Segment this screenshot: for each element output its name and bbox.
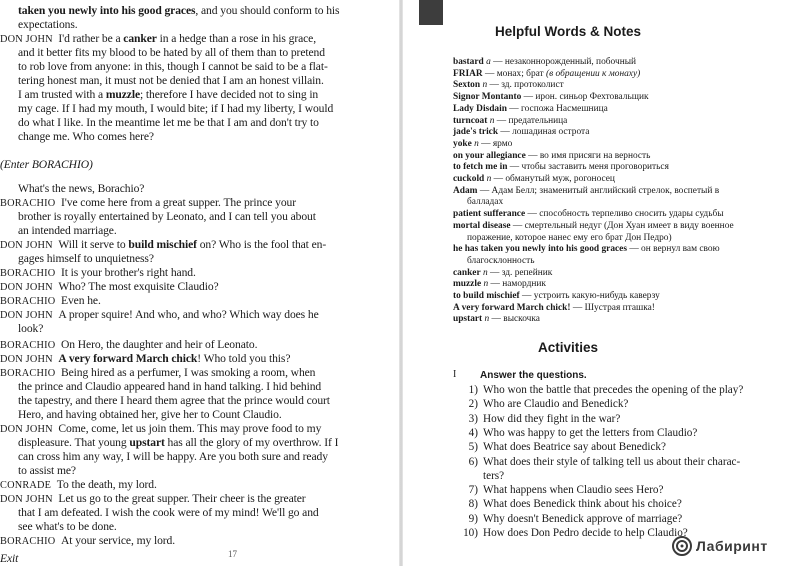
question-item: [456, 484, 664, 497]
line-text: the prince and Claudio appeared hand in hand talking. I hid behind: [18, 380, 322, 393]
question-item: [456, 470, 504, 483]
glossary-term: muzzle: [453, 279, 482, 290]
script-line: [0, 280, 219, 294]
line-text: expectations.: [18, 18, 78, 31]
left-page: [0, 0, 399, 566]
watermark-text: Лабиринт: [696, 538, 768, 554]
line-text: A proper squire! And who, and who? Which way does he: [58, 308, 319, 321]
script-line: [18, 116, 319, 129]
speaker-name: DON JOHN: [0, 240, 53, 251]
glossary-entry: [453, 291, 660, 302]
glossary-definition: — он вернул вам свою: [626, 244, 720, 255]
glossary-definition: — выскочка: [489, 314, 540, 325]
line-text: gages himself to unquietness?: [18, 252, 154, 265]
line-text: Even he.: [61, 294, 101, 307]
speaker-name: DON JOHN: [0, 424, 53, 435]
script-line: [0, 294, 101, 308]
line-text: that I am defeated. I wish the cook were of my mind! We'll go and: [18, 506, 319, 519]
glossary-entry: [453, 268, 552, 279]
glossary-term: turncoat: [453, 115, 488, 126]
line-text: displeasure. That young: [18, 436, 130, 449]
glossary-definition: — ирон. синьор Фехтовальщик: [521, 92, 649, 103]
line-text: I am trusted with a: [18, 88, 106, 101]
script-line: [18, 102, 333, 115]
glossary-definition: — госпожа Насмешница: [506, 103, 608, 114]
question-text: ters?: [483, 469, 505, 482]
script-line: [18, 4, 339, 17]
part-of-speech: n: [489, 115, 495, 126]
glossary-term: Sexton: [453, 80, 481, 91]
script-line: [18, 224, 117, 237]
glossary-definition: — чтобы заставить меня проговориться: [507, 162, 669, 173]
glossary-entry: [453, 162, 669, 173]
question-number: 2): [468, 398, 478, 411]
script-line: [0, 238, 326, 252]
glossary-term: to fetch me in: [453, 162, 508, 173]
script-line: [18, 74, 324, 87]
question-number: 7): [468, 484, 478, 497]
glossary-term: on your allegiance: [453, 150, 526, 161]
question-text: Who are Claudio and Benedick?: [483, 398, 629, 411]
question-number: 1): [468, 384, 478, 396]
question-number: 10): [463, 527, 478, 539]
line-text: the tapestry, and there I heard them agree that the prince would court: [18, 394, 330, 407]
notes-title: Helpful Words & Notes: [494, 24, 641, 39]
publisher-watermark: [671, 531, 791, 561]
glossary-entry: [453, 186, 719, 197]
script-line: [18, 520, 117, 533]
stage-direction: (Enter BORACHIO): [0, 158, 93, 171]
script-line: [0, 534, 175, 548]
line-text: on? Who is the fool that en-: [196, 238, 327, 251]
glossary-term: A very forward March chick!: [453, 302, 571, 313]
line-text: my cage. If I had my mouth, I would bite; if I had my liberty, I would: [18, 102, 334, 115]
question-number: 8): [468, 498, 478, 511]
glossary-definition: — предательница: [494, 115, 568, 126]
question-text: Why doesn't Benedick approve of marriage?: [483, 512, 683, 525]
glossary-definition: — Адам Белл; знаменитый английский стрелок, воспетый в: [477, 185, 720, 196]
glossary-term: patient sufferance: [453, 209, 526, 220]
line-text: , and you should conform to his: [195, 4, 340, 17]
line-text: can cross him any way, I will be happy. Are you both sure and ready: [18, 450, 328, 463]
question-text: Who was happy to get the letters from Claudio?: [483, 426, 698, 439]
script-line: [18, 436, 338, 449]
speaker-name: BORACHIO: [0, 268, 56, 279]
script-line: [0, 32, 316, 46]
script-line: [18, 450, 328, 463]
question-item: [456, 398, 628, 411]
glossary-entry: [453, 92, 649, 103]
glossary-term: upstart: [453, 314, 483, 325]
glossary-definition: — во имя присяги на верность: [525, 150, 651, 161]
line-text: and it better fits my blood to be hated by all of them than to pretend: [18, 46, 325, 59]
question-text: How does Don Pedro decide to help Claudio?: [483, 527, 688, 539]
glossary-entry: [453, 57, 636, 68]
glossary-term: bastard: [453, 57, 484, 67]
glossary-term: he has taken you newly into his good graces: [453, 244, 627, 255]
part-of-speech: n: [484, 314, 490, 325]
script-line: [18, 88, 318, 101]
script-line: [18, 506, 319, 519]
glossary-entry: [453, 256, 534, 267]
line-text: I'd rather be a: [58, 32, 124, 45]
line-text: Let us go to the great supper. Their cheer is the greater: [58, 492, 306, 505]
line-text: see what's to be done.: [18, 520, 117, 533]
question-item: [456, 527, 688, 540]
activities-title: Activities: [537, 340, 599, 355]
script-line: [18, 210, 316, 223]
speaker-name: CONRADE: [0, 480, 52, 491]
exercise-number: I: [453, 369, 457, 380]
question-number: 6): [468, 455, 478, 468]
script-line: [0, 422, 321, 436]
question-text: What does Beatrice say about Benedick?: [483, 441, 666, 454]
glossary-term: Lady Disdain: [453, 103, 507, 114]
line-text: to assist me?: [18, 464, 76, 477]
exercise-instruction: Answer the questions.: [480, 370, 587, 381]
glossary-term: canker: [453, 267, 481, 278]
script-line: [0, 266, 196, 280]
part-of-speech: n: [482, 267, 488, 278]
glossary-definition: — обманутый муж, рогоносец: [491, 174, 615, 184]
question-number: 4): [468, 426, 478, 439]
glossary-definition: — зд. репейник: [487, 267, 553, 278]
line-text: What's the news, Borachio?: [18, 182, 145, 195]
speaker-name: BORACHIO: [0, 198, 56, 209]
line-text: ; therefore I have decided not to sing in: [140, 88, 319, 101]
question-number: 3): [468, 412, 478, 425]
line-text: Come, come, let us join them. This may prove food to my: [58, 422, 322, 435]
glossary-definition: — лошадиная острота: [498, 127, 590, 138]
line-text: to rob love from anyone: in this, though I cannot be said to be a flat-: [18, 60, 328, 73]
question-item: [456, 427, 697, 440]
line-text: At your service, my lord.: [61, 534, 176, 547]
glossary-term: cuckold: [453, 174, 485, 184]
script-line: [0, 352, 290, 366]
question-text: How did they fight in the war?: [483, 412, 621, 425]
glossary-entry: [453, 314, 540, 325]
glossary-entry: [453, 69, 640, 80]
glossary-entry: [453, 279, 546, 290]
glossary-definition: — устроить какую-нибудь каверзу: [519, 291, 660, 301]
script-line: [18, 380, 321, 393]
part-of-speech: a: [486, 57, 491, 67]
speaker-name: BORACHIO: [0, 368, 56, 379]
line-text: has all the glory of my overthrow. If I: [164, 436, 339, 449]
right-page: [403, 0, 800, 566]
glossary-term: to build mischief: [453, 291, 520, 301]
glossary-definition: — монах; брат: [482, 68, 547, 79]
script-line: [18, 130, 154, 143]
glossary-term: jade's trick: [453, 127, 499, 138]
glossary-entry: [453, 174, 615, 185]
script-line: [18, 394, 330, 407]
speaker-name: BORACHIO: [0, 340, 56, 351]
speaker-name: DON JOHN: [0, 34, 53, 45]
glossed-phrase: muzzle: [105, 88, 141, 101]
script-line: [0, 308, 319, 322]
glossary-entry: [453, 127, 589, 138]
glossed-phrase: build mischief: [128, 238, 197, 251]
glossary-definition: — способность терпеливо сносить удары судьбы: [525, 209, 724, 220]
glossary-definition: — зд. протоколист: [487, 80, 564, 91]
question-item: [456, 384, 743, 397]
glossary-entry: [453, 104, 608, 115]
question-item: [456, 456, 740, 469]
glossary-continuation: благосклонность: [467, 255, 535, 266]
question-item: [456, 513, 682, 526]
script-line: [0, 196, 296, 210]
script-line: [18, 464, 76, 477]
speaker-name: DON JOHN: [0, 494, 53, 505]
question-number: 9): [468, 512, 478, 525]
line-text: Hero, and having obtained her, give her to Count Claudio.: [18, 408, 282, 421]
glossary-term: Signor Montanto: [453, 92, 522, 103]
header-bar: [419, 0, 443, 25]
glossary-entry: [453, 244, 720, 255]
line-text: On Hero, the daughter and heir of Leonato.: [61, 338, 258, 351]
line-text: look?: [18, 322, 44, 335]
glossary-term: mortal disease: [453, 220, 511, 231]
script-line: [0, 366, 315, 380]
glossary-entry: [453, 221, 734, 232]
part-of-speech: n: [482, 80, 488, 91]
speaker-name: BORACHIO: [0, 296, 56, 307]
script-line: [0, 552, 18, 565]
line-text: It is your brother's right hand.: [61, 266, 196, 279]
glossary-entry: [453, 209, 724, 220]
line-text: change me. Who comes here?: [18, 130, 154, 143]
question-item: [456, 498, 682, 511]
line-text: in a hedge than a rose in his grace,: [156, 32, 317, 45]
script-line: [18, 46, 325, 59]
part-of-speech: n: [486, 174, 492, 184]
question-item: [456, 441, 666, 454]
speaker-name: BORACHIO: [0, 536, 56, 547]
question-item: [456, 413, 620, 426]
glossary-definition: — ярмо: [478, 138, 513, 149]
glossary-entry: [453, 197, 503, 208]
glossary-term: yoke: [453, 138, 472, 149]
stage-direction: Exit: [0, 552, 19, 565]
glossary-definition: — намордник: [488, 279, 546, 290]
question-number: 5): [468, 441, 478, 454]
part-of-speech: n: [474, 138, 479, 149]
script-line: [0, 338, 257, 352]
glossary-definition: — незаконнорожденный, побочный: [490, 57, 637, 67]
script-line: [18, 322, 43, 335]
speaker-name: DON JOHN: [0, 310, 53, 321]
script-line: [0, 492, 306, 506]
glossed-phrase: taken you newly into his good graces: [18, 4, 196, 17]
question-text: Who won the battle that precedes the opening of the play?: [483, 384, 744, 396]
glossed-phrase: A very forward March chick: [58, 352, 198, 365]
line-text: Will it serve to: [58, 238, 129, 251]
script-line: [18, 252, 154, 265]
glossary-definition: — смертельный недуг (Дон Хуан имеет в виду военное: [510, 220, 734, 231]
line-text: To the death, my lord.: [56, 478, 157, 491]
question-text: What happens when Claudio sees Hero?: [483, 484, 664, 497]
line-text: tering honest man, it must not be denied that I am an honest villain.: [18, 74, 324, 87]
glossary-continuation: поражение, которое нанес ему его брат Дон Педро): [467, 232, 672, 243]
glossary-entry: [453, 116, 567, 127]
glossary-continuation: балладах: [467, 197, 504, 208]
script-line: [18, 18, 78, 31]
script-line: [18, 408, 282, 421]
question-text: What does Benedick think about his choice?: [483, 498, 682, 511]
line-text: I've come here from a great supper. The prince your: [61, 196, 296, 209]
glossary-term: FRIAR: [453, 68, 483, 79]
script-line: [18, 60, 328, 73]
script-line: [18, 182, 144, 195]
glossed-phrase: upstart: [129, 436, 165, 449]
line-text: ! Who told you this?: [197, 352, 291, 365]
script-line: [0, 478, 157, 492]
question-text: What does their style of talking tell us about their charac-: [483, 455, 741, 468]
line-text: Being hired as a perfumer, I was smoking a room, when: [61, 366, 316, 379]
glossary-entry: [453, 151, 650, 162]
labyrinth-logo-icon: [671, 535, 693, 557]
glossary-entry: [453, 233, 672, 244]
line-text: do what I like. In the meantime let me be that I am and don't try to: [18, 116, 319, 129]
glossary-definition: — Шустрая пташка!: [570, 302, 655, 313]
glossary-term: Adam: [453, 185, 478, 196]
glossary-entry: [453, 80, 564, 91]
glossary-entry: [453, 303, 655, 314]
speaker-name: DON JOHN: [0, 282, 53, 293]
glossary-note: (в обращении к монаху): [546, 68, 641, 79]
line-text: Who? The most exquisite Claudio?: [58, 280, 219, 293]
page-number: 17: [228, 549, 237, 559]
line-text: an intended marriage.: [18, 224, 117, 237]
part-of-speech: n: [483, 279, 489, 290]
glossary-entry: [453, 139, 512, 150]
speaker-name: DON JOHN: [0, 354, 53, 365]
line-text: brother is royally entertained by Leonato, and I can tell you about: [18, 210, 316, 223]
script-line: [0, 158, 93, 171]
glossed-phrase: canker: [123, 32, 157, 45]
